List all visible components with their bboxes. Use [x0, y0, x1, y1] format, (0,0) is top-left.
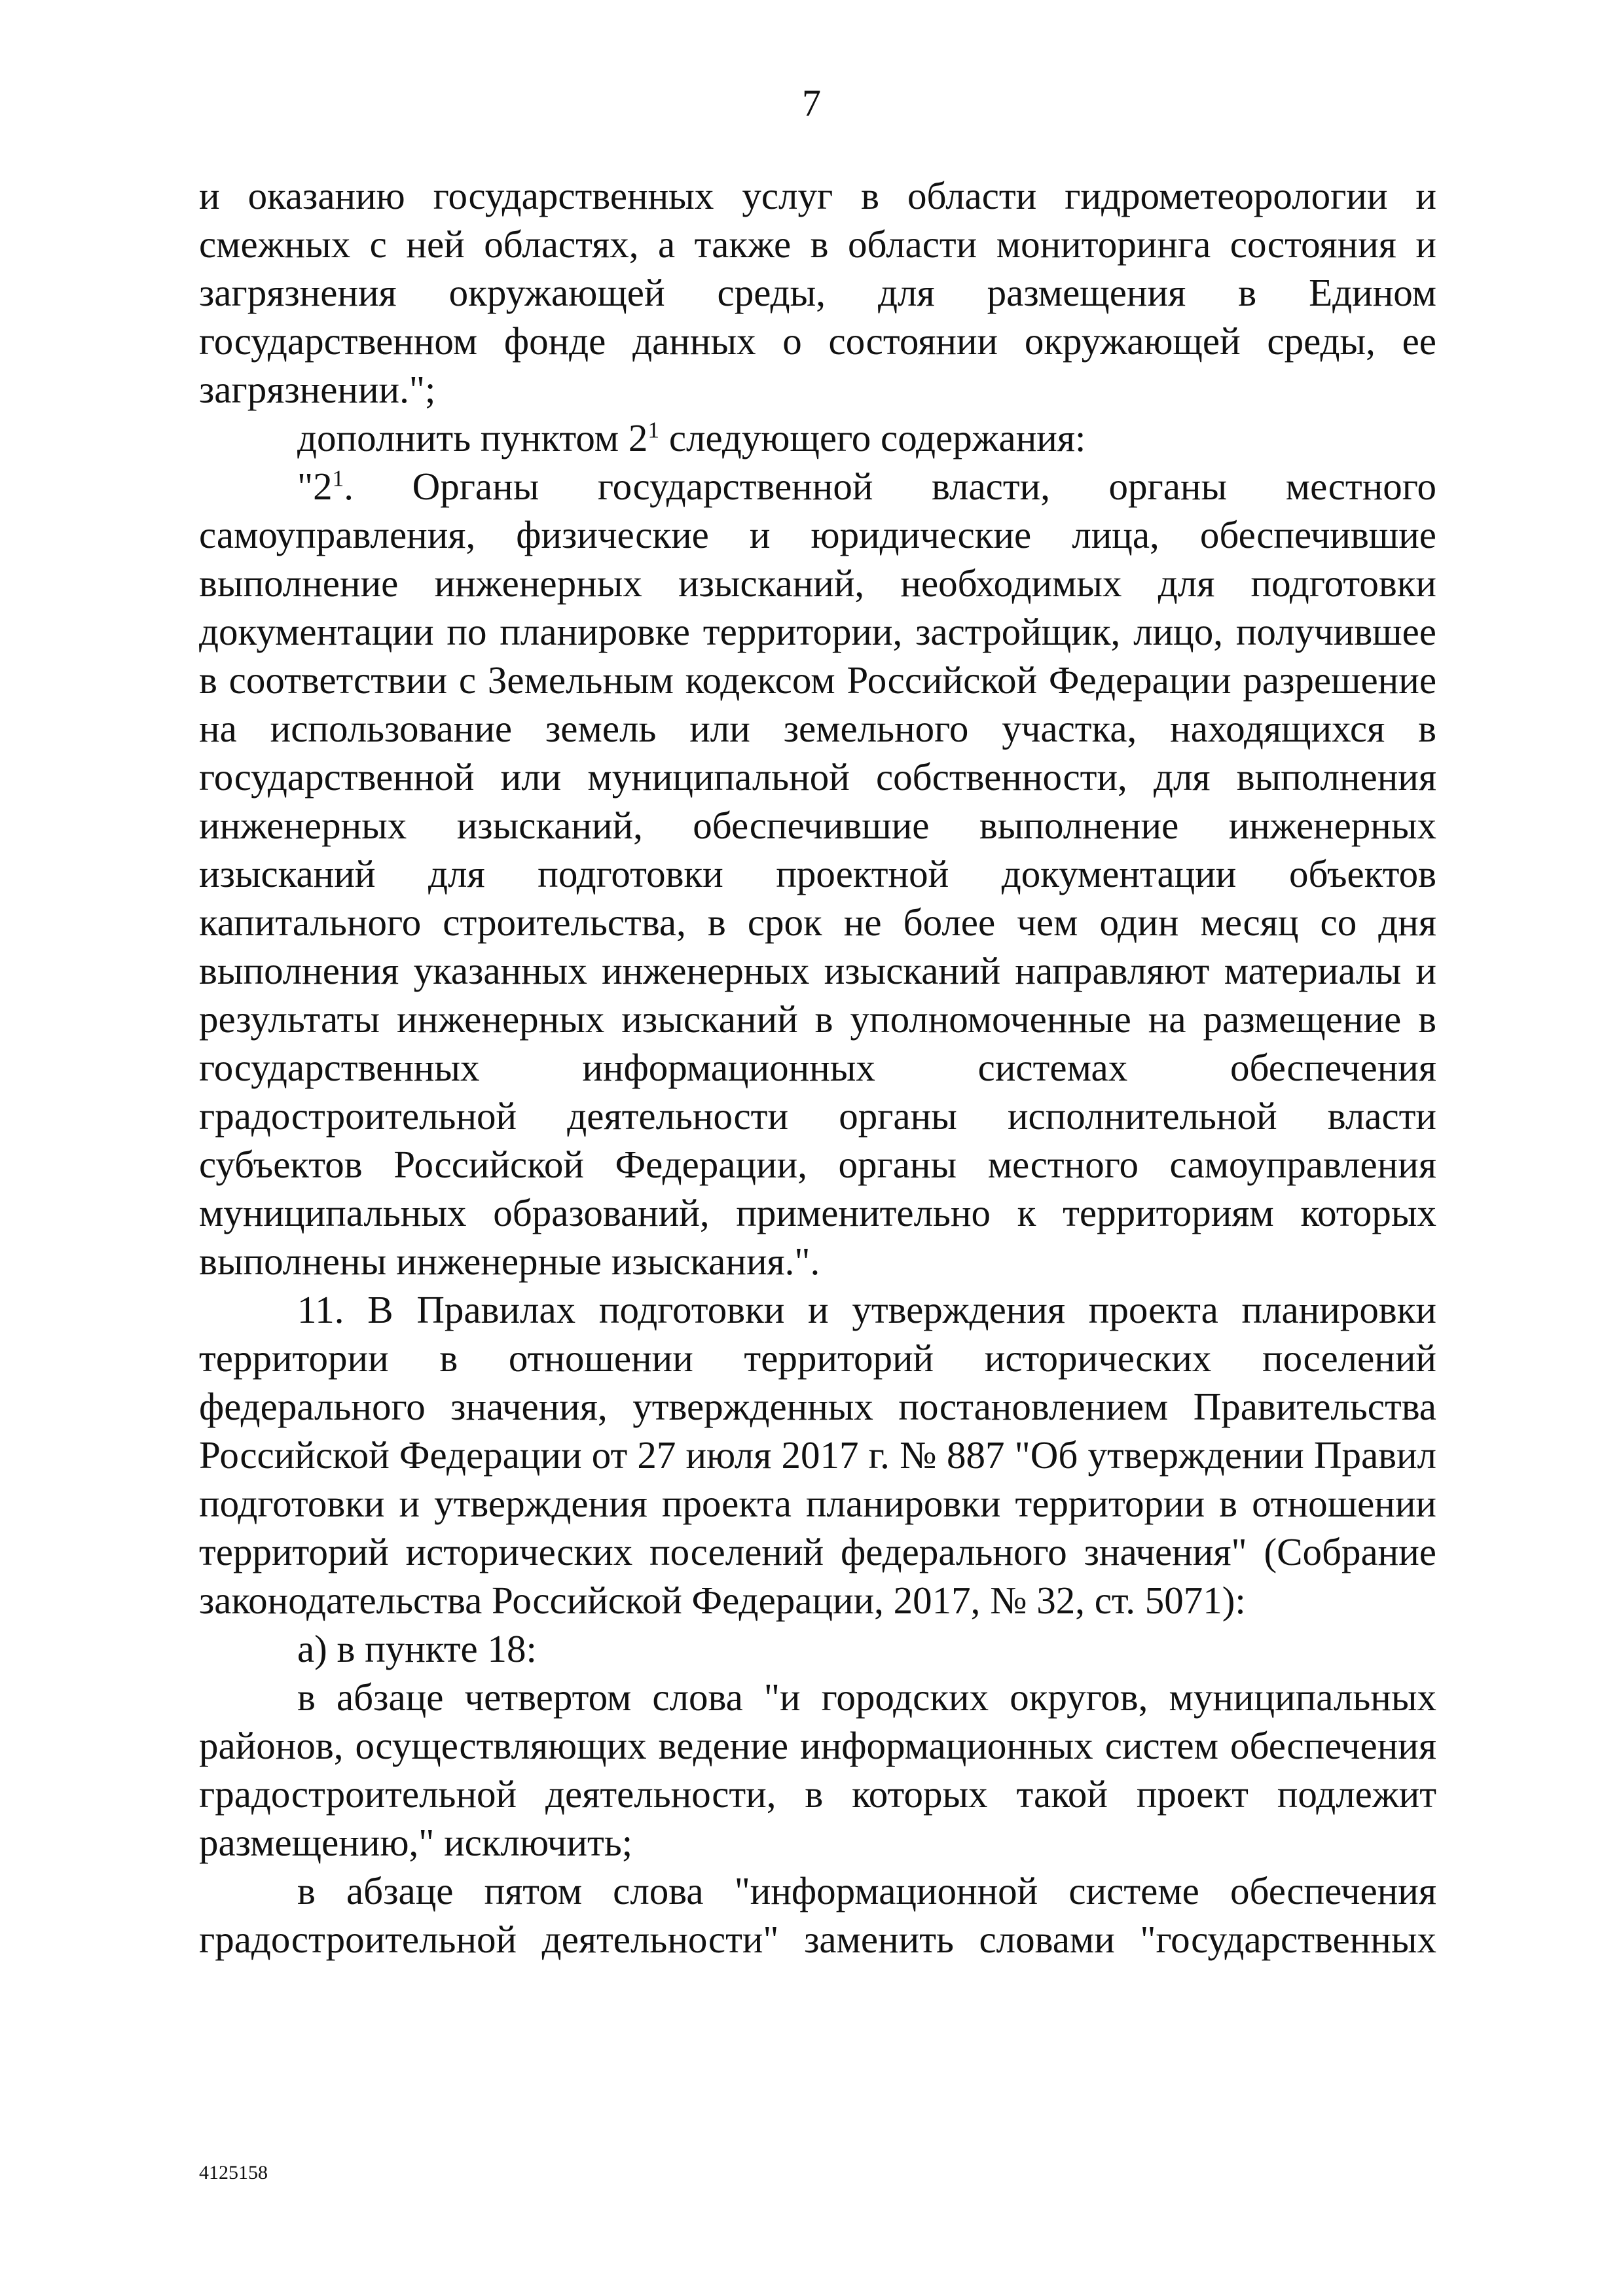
paragraph-subitem-a: а) в пункте 18:: [297, 1627, 537, 1670]
paragraph-item-11: 11. В Правилах подготовки и утверждения проекта планировки территории в отношении территорий исторических поселений федерального значения, утвержденных постановлением Правительства Российской Федерации от 27 июля 2017 г. № 887 "Об утверждении Правил подготовки и утверждения проекта планировки территории в отношении территорий исторических поселений федерального значения" (Собрание законодательства Российской Федерации, 2017, № 32, ст. 5071):: [199, 1288, 1436, 1622]
document-code: 4125158: [199, 2162, 268, 2183]
paragraph-add-point-text: дополнить пунктом 2: [297, 416, 648, 459]
superscript-one: 1: [332, 465, 344, 492]
paragraph-fifth-abzac: в абзаце пятом слова "информационной системе обеспечения градостроительной деятельности" заменить словами "государственных: [199, 1869, 1436, 1961]
paragraph-fourth-abzac: в абзаце четвертом слова "и городских округов, муниципальных районов, осуществляющих ведение информационных систем обеспечения градостроительной деятельности, в которых такой проект подлежит размещению," исключить;: [199, 1676, 1436, 1864]
paragraph-point-2-1-text: . Органы государственной власти, органы местного самоуправления, физические и юридические лица, обеспечившие выполнение инженерных изысканий, необходимых для подготовки документации по планировке территории, застройщик, лицо, получившее в соответствии с Земельным кодексом Российской Федерации разрешение на использование земель или земельного участка, находящихся в государственной или муниципальной собственности, для выполнения инженерных изысканий, обеспечившие выполнение инженерных изысканий для подготовки проектной документации объектов капитального строительства, в срок не более чем один месяц со дня выполнения указанных инженерных изысканий направляют материалы и результаты инженерных изысканий в уполномоченные на размещение в государственных информационных системах обеспечения градостроительной деятельности органы исполнительной власти субъектов Российской Федерации, органы местного самоуправления муниципальных образований, применительно к территориям которых выполнены инженерные изыскания.".: [199, 465, 1436, 1283]
paragraph-add-point: [199, 414, 1436, 462]
page-number: 7: [802, 82, 821, 124]
superscript-one: 1: [647, 416, 660, 443]
paragraph-add-point-tail: следующего содержания:: [659, 416, 1086, 459]
paragraph-continuation: и оказанию государственных услуг в области гидрометеорологии и смежных с ней областях, а также в области мониторинга состояния и загрязнения окружающей среды, для размещения в Едином государственном фонде данных о состоянии окружающей среды, ее загрязнении.";: [199, 174, 1436, 411]
paragraph-point-2-1-number: "2: [297, 465, 333, 508]
paragraph-point-2-1: [199, 462, 1436, 1285]
document-body: [199, 171, 1436, 1964]
